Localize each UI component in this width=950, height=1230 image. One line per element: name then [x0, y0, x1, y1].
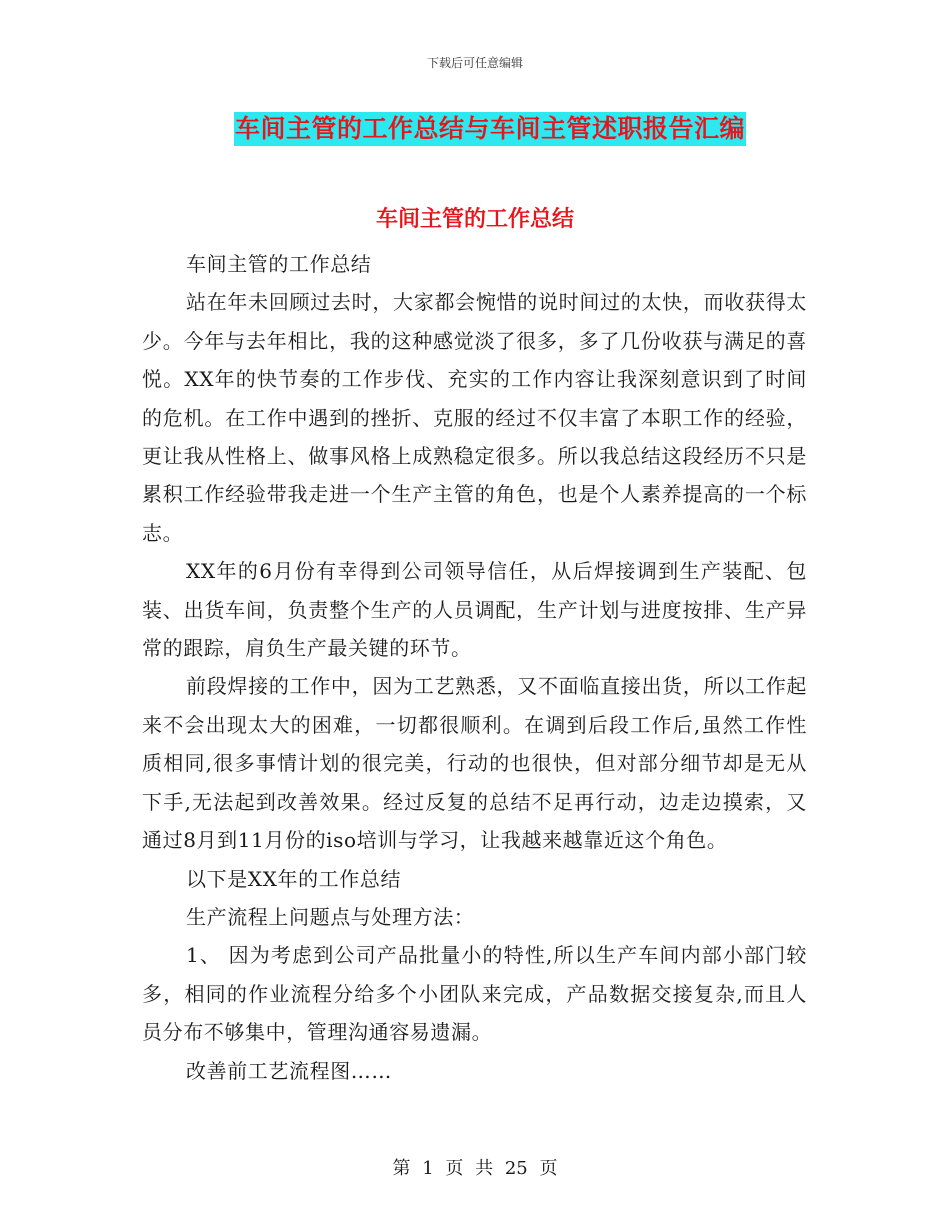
page-number-footer: 第 1 页 共 25 页 [392, 1158, 558, 1179]
paragraph: 改善前工艺流程图…… [186, 1058, 392, 1083]
header-note: 下载后可任意编辑 [426, 56, 523, 70]
paragraph: 生产流程上问题点与处理方法： [186, 904, 475, 929]
paragraph: 车间主管的工作总结 [186, 252, 372, 276]
paragraph: XX年的6月份有幸得到公司领导信任，从后焊接调到生产装配、包装、出货车间，负责整个生产的人员调配，生产计划与进度按排、生产异常的跟踪，肩负生产最关键的环节。 [142, 559, 807, 661]
document-title: 车间主管的工作总结与车间主管述职报告汇编 [234, 112, 746, 146]
paragraph: 1、 因为考虑到公司产品批量小的特性,所以生产车间内部小部门较多，相同的作业流程分给多个小团队来完成，产品数据交接复杂,而且人员分布不够集中，管理沟通容易遗漏。 [142, 943, 807, 1045]
paragraph: 站在年未回顾过去时，大家都会惋惜的说时间过的太快，而收获得太少。今年与去年相比，我的这种感觉淡了很多，多了几份收获与满足的喜悦。XX年的快节奏的工作步伐、充实的工作内容让我深刻意识到了时间的危机。在工作中遇到的挫折、克服的经过不仅丰富了本职工作的经验，更让我从性格上、做事风格上成熟稳定很多。所以我总结这段经历不只是累积工作经验带我走进一个生产主管的角色，也是个人素养提高的一个标志。 [142, 290, 807, 545]
document-body [142, 245, 807, 1090]
paragraph: 以下是XX年的工作总结 [186, 866, 402, 891]
section-title: 车间主管的工作总结 [375, 206, 574, 232]
paragraph: 前段焊接的工作中，因为工艺熟悉，又不面临直接出货，所以工作起来不会出现太大的困难，一切都很顺利。在调到后段工作后,虽然工作性质相同,很多事情计划的很完美，行动的也很快，但对部分细节却是无从下手,无法起到改善效果。经过反复的总结不足再行动，边走边摸索，又通过8月到11月份的iso培训与学习，让我越来越靠近这个角色。 [142, 674, 807, 853]
